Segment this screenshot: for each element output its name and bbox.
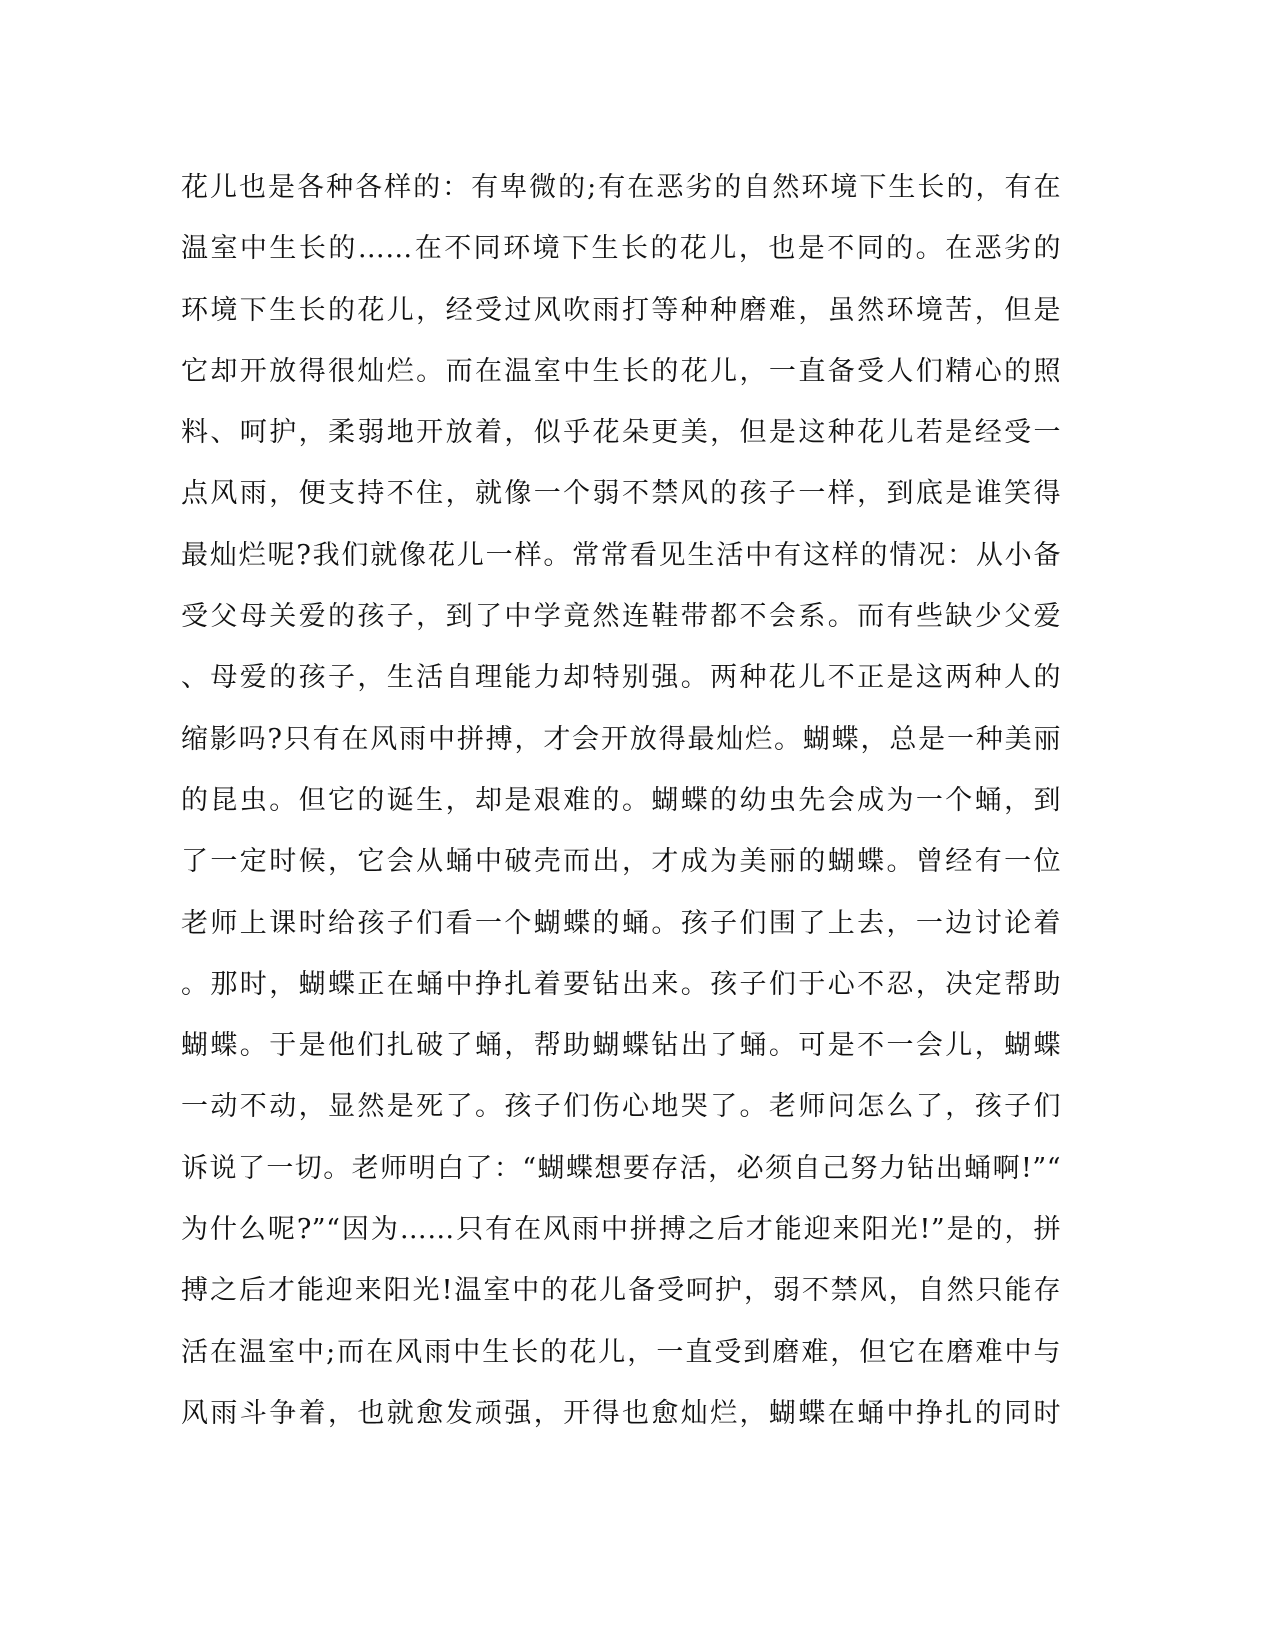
text-line: 风雨斗争着，也就愈发顽强，开得也愈灿烂，蝴蝶在蛹中挣扎的同时 [181, 1397, 1061, 1429]
text-line: 它却开放得很灿烂。而在温室中生长的花儿，一直备受人们精心的照 [181, 355, 1061, 387]
text-line: 最灿烂呢?我们就像花儿一样。常常看见生活中有这样的情况：从小备 [181, 539, 1061, 571]
text-line: 受父母关爱的孩子，到了中学竟然连鞋带都不会系。而有些缺少父爱 [181, 601, 1061, 633]
text-line: 诉说了一切。老师明白了：“蝴蝶想要存活，必须自己努力钻出蛹啊!”“ [181, 1152, 1061, 1184]
text-line: 料、呵护，柔弱地开放着，似乎花朵更美，但是这种花儿若是经受一 [181, 417, 1061, 449]
text-line: 活在温室中;而在风雨中生长的花儿，一直受到磨难，但它在磨难中与 [181, 1336, 1061, 1368]
text-line: 一动不动，显然是死了。孩子们伤心地哭了。老师问怎么了，孩子们 [181, 1091, 1061, 1123]
text-line: 老师上课时给孩子们看一个蝴蝶的蛹。孩子们围了上去，一边讨论着 [181, 907, 1061, 939]
text-line: 温室中生长的……在不同环境下生长的花儿，也是不同的。在恶劣的 [181, 233, 1061, 265]
text-line: 缩影吗?只有在风雨中拼搏，才会开放得最灿烂。蝴蝶，总是一种美丽 [181, 723, 1061, 755]
text-line: 点风雨，便支持不住，就像一个弱不禁风的孩子一样，到底是谁笑得 [181, 478, 1061, 510]
text-line: 了一定时候，它会从蛹中破壳而出，才成为美丽的蝴蝶。曾经有一位 [181, 846, 1061, 878]
text-line: 蝴蝶。于是他们扎破了蛹，帮助蝴蝶钻出了蛹。可是不一会儿，蝴蝶 [181, 1030, 1061, 1062]
text-line: 为什么呢?”“因为……只有在风雨中拼搏之后才能迎来阳光!”是的，拼 [181, 1214, 1061, 1246]
text-line: 的昆虫。但它的诞生，却是艰难的。蝴蝶的幼虫先会成为一个蛹，到 [181, 784, 1061, 816]
text-line: 花儿也是各种各样的：有卑微的;有在恶劣的自然环境下生长的，有在 [181, 172, 1061, 203]
text-line: 环境下生长的花儿，经受过风吹雨打等种种磨难，虽然环境苦，但是 [181, 294, 1061, 326]
text-line: 、母爱的孩子，生活自理能力却特别强。两种花儿不正是这两种人的 [181, 662, 1061, 694]
body-text [181, 157, 1061, 1444]
text-line: 搏之后才能迎来阳光!温室中的花儿备受呵护，弱不禁风，自然只能存 [181, 1275, 1061, 1307]
text-line: 。那时，蝴蝶正在蛹中挣扎着要钻出来。孩子们于心不忍，决定帮助 [181, 968, 1061, 1000]
